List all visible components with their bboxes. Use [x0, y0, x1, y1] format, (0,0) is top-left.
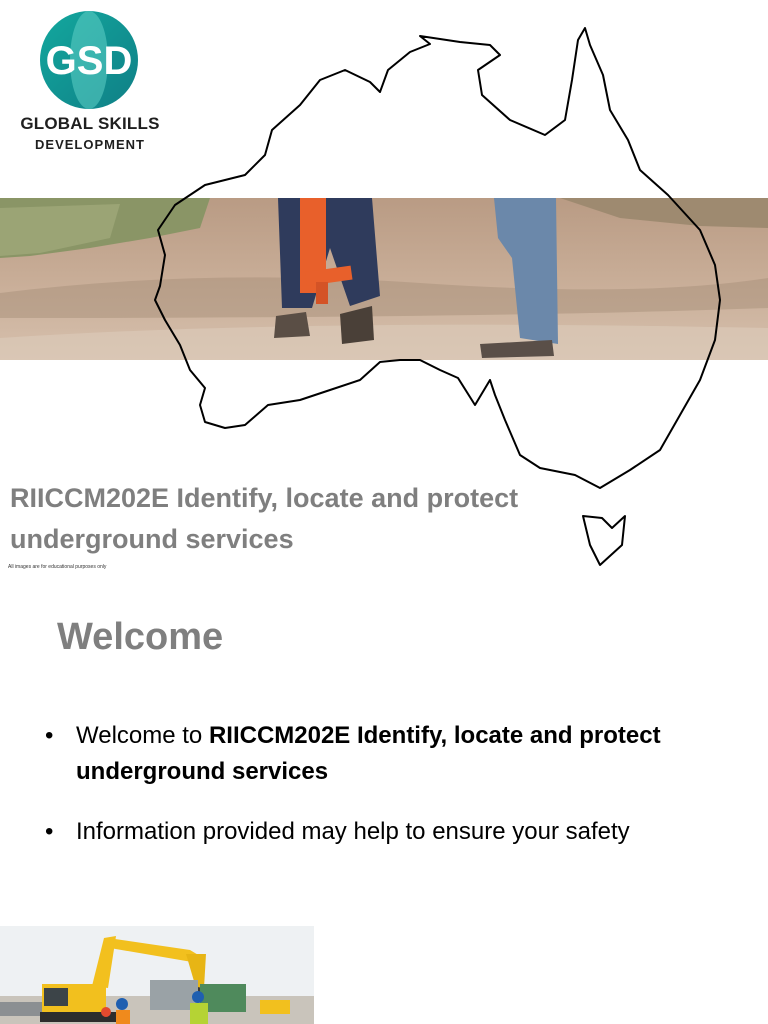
- bullet-prefix: Welcome to: [76, 722, 209, 749]
- bullet-item: [45, 814, 745, 850]
- banner-photo-workers: [0, 198, 768, 360]
- image-disclaimer: All images are for educational purposes only: [8, 564, 107, 570]
- bullet-item: [45, 718, 745, 790]
- logo-line1: GLOBAL SKILLS: [20, 114, 160, 133]
- welcome-bullets: [45, 718, 745, 874]
- excavator-photo: [0, 926, 314, 1024]
- logo-monogram: GSD: [45, 39, 133, 83]
- bullet-course-name: RIICCM202E Identify, locate and protect underground services: [76, 722, 661, 785]
- bullet-dot-icon: •: [45, 818, 54, 845]
- gsd-logo: [14, 10, 166, 160]
- slide-title: RIICCM202E Identify, locate and protect underground services: [10, 483, 519, 554]
- bullet-text: Information provided may help to ensure your safety: [76, 818, 630, 845]
- logo-line2: DEVELOPMENT: [35, 137, 145, 152]
- bullet-dot-icon: •: [45, 722, 54, 749]
- gsd-logo-mark: [14, 10, 166, 110]
- welcome-heading: Welcome: [57, 616, 224, 658]
